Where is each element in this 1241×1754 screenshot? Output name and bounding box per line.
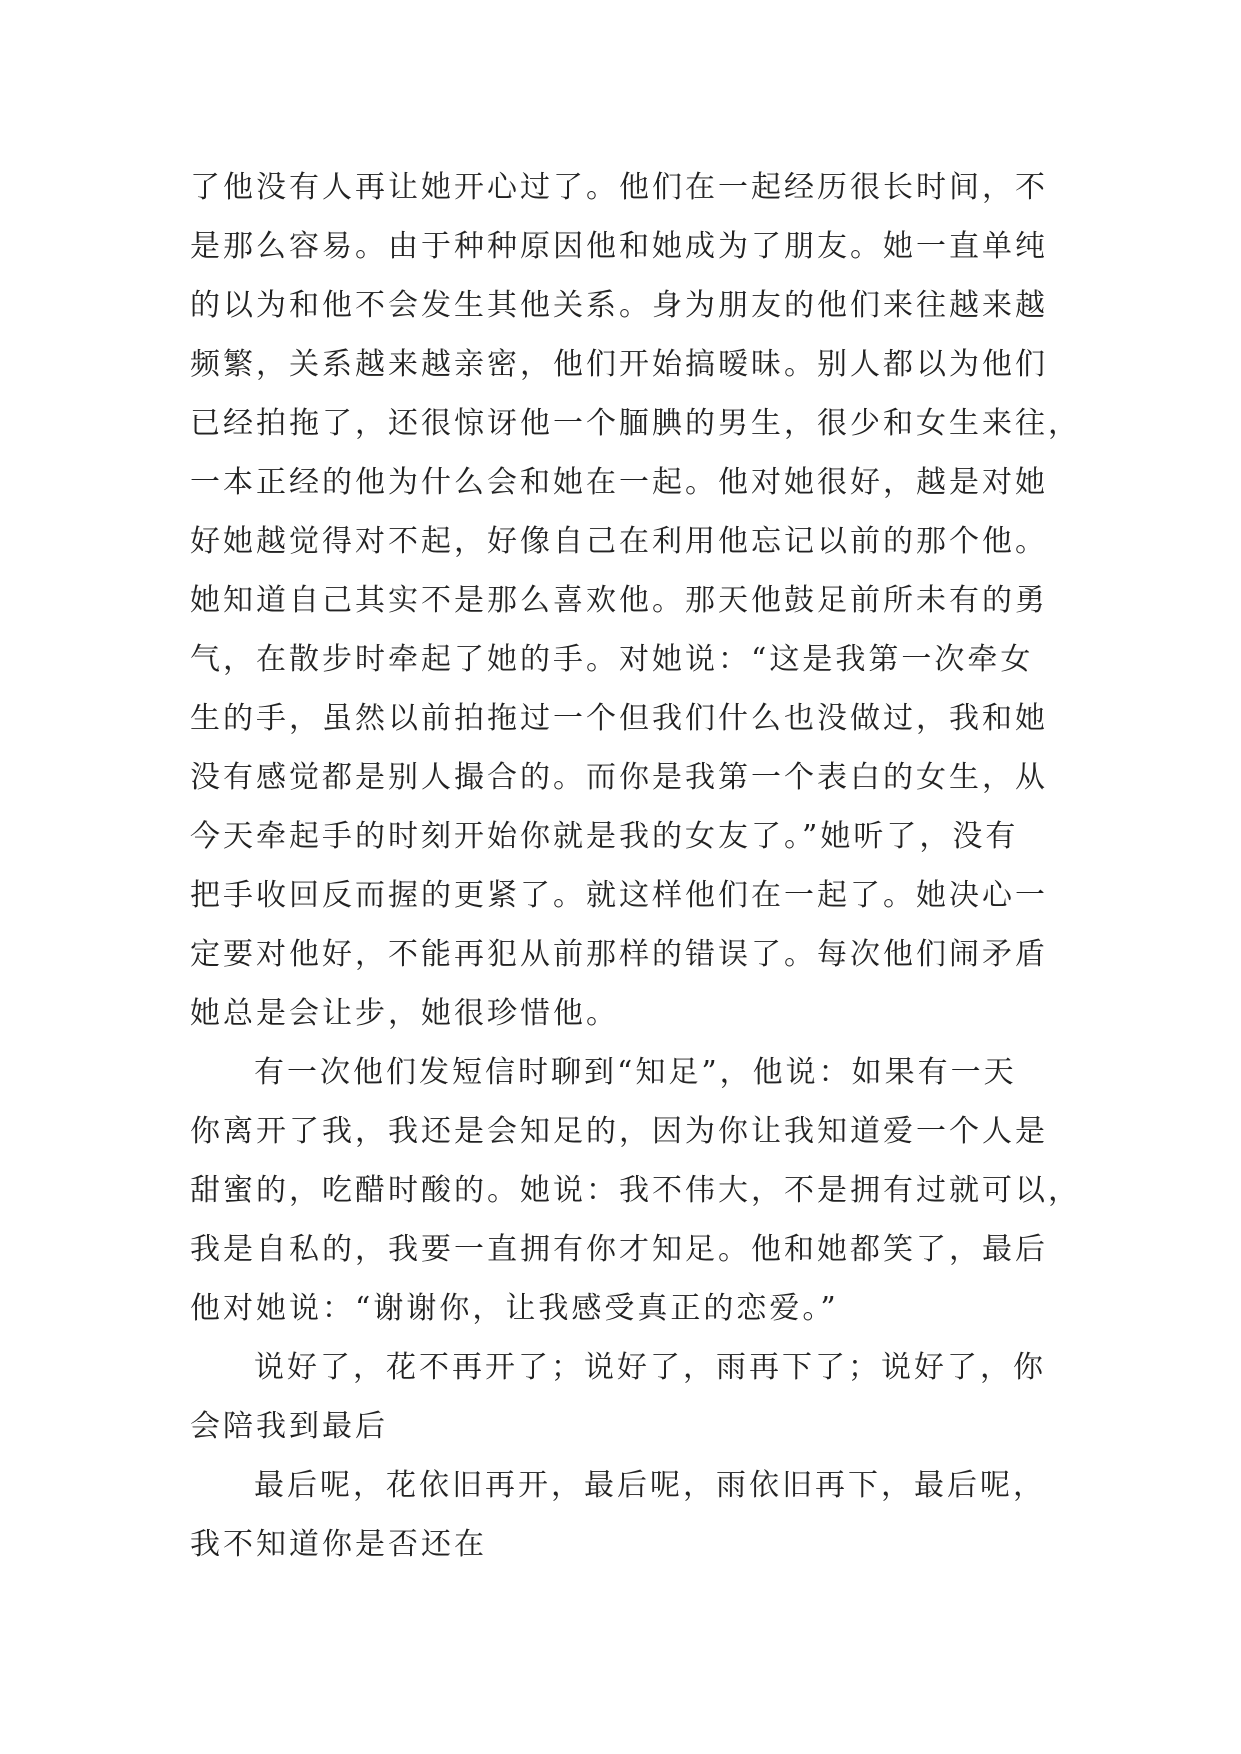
body-line: 了他没有人再让她开心过了。他们在一起经历很长时间，不: [190, 170, 1048, 205]
body-line: 没有感觉都是别人撮合的。而你是我第一个表白的女生，从: [190, 760, 1048, 795]
body-line: 会陪我到最后: [190, 1409, 388, 1444]
body-line: 你离开了我，我还是会知足的，因为你让我知道爱一个人是: [190, 1114, 1048, 1149]
body-line: 定要对他好，不能再犯从前那样的错误了。每次他们闹矛盾: [190, 937, 1048, 972]
body-line-paragraph-start: 说好了，花不再开了；说好了，雨再下了；说好了，你: [254, 1350, 1046, 1385]
body-line: 他对她说：“谢谢你，让我感受真正的恋爱。”: [190, 1291, 839, 1326]
body-line: 频繁，关系越来越亲密，他们开始搞暧昧。别人都以为他们: [190, 347, 1048, 382]
body-line-paragraph-start: 最后呢，花依旧再开，最后呢，雨依旧再下，最后呢，: [254, 1468, 1046, 1503]
body-line: 她总是会让步，她很珍惜他。: [190, 996, 619, 1031]
body-line: 今天牵起手的时刻开始你就是我的女友了。”她听了，没有: [190, 819, 1019, 854]
body-line-paragraph-start: 有一次他们发短信时聊到“知足”，他说：如果有一天: [254, 1055, 1017, 1090]
body-line: 我不知道你是否还在: [190, 1527, 487, 1562]
body-line: 已经拍拖了，还很惊讶他一个腼腆的男生，很少和女生来往，: [190, 406, 1081, 441]
body-line: 一本正经的他为什么会和她在一起。他对她很好，越是对她: [190, 465, 1048, 500]
body-line: 她知道自己其实不是那么喜欢他。那天他鼓足前所未有的勇: [190, 583, 1048, 618]
body-line: 是那么容易。由于种种原因他和她成为了朋友。她一直单纯: [190, 229, 1048, 264]
body-line: 把手收回反而握的更紧了。就这样他们在一起了。她决心一: [190, 878, 1048, 913]
body-line: 我是自私的，我要一直拥有你才知足。他和她都笑了，最后: [190, 1232, 1048, 1267]
body-line: 的以为和他不会发生其他关系。身为朋友的他们来往越来越: [190, 288, 1048, 323]
document-body: [190, 158, 1081, 1574]
body-line: 生的手，虽然以前拍拖过一个但我们什么也没做过，我和她: [190, 701, 1048, 736]
body-line: 气，在散步时牵起了她的手。对她说：“这是我第一次牵女: [190, 642, 1034, 677]
body-line: 好她越觉得对不起，好像自己在利用他忘记以前的那个他。: [190, 524, 1048, 559]
body-line: 甜蜜的，吃醋时酸的。她说：我不伟大，不是拥有过就可以，: [190, 1173, 1081, 1208]
